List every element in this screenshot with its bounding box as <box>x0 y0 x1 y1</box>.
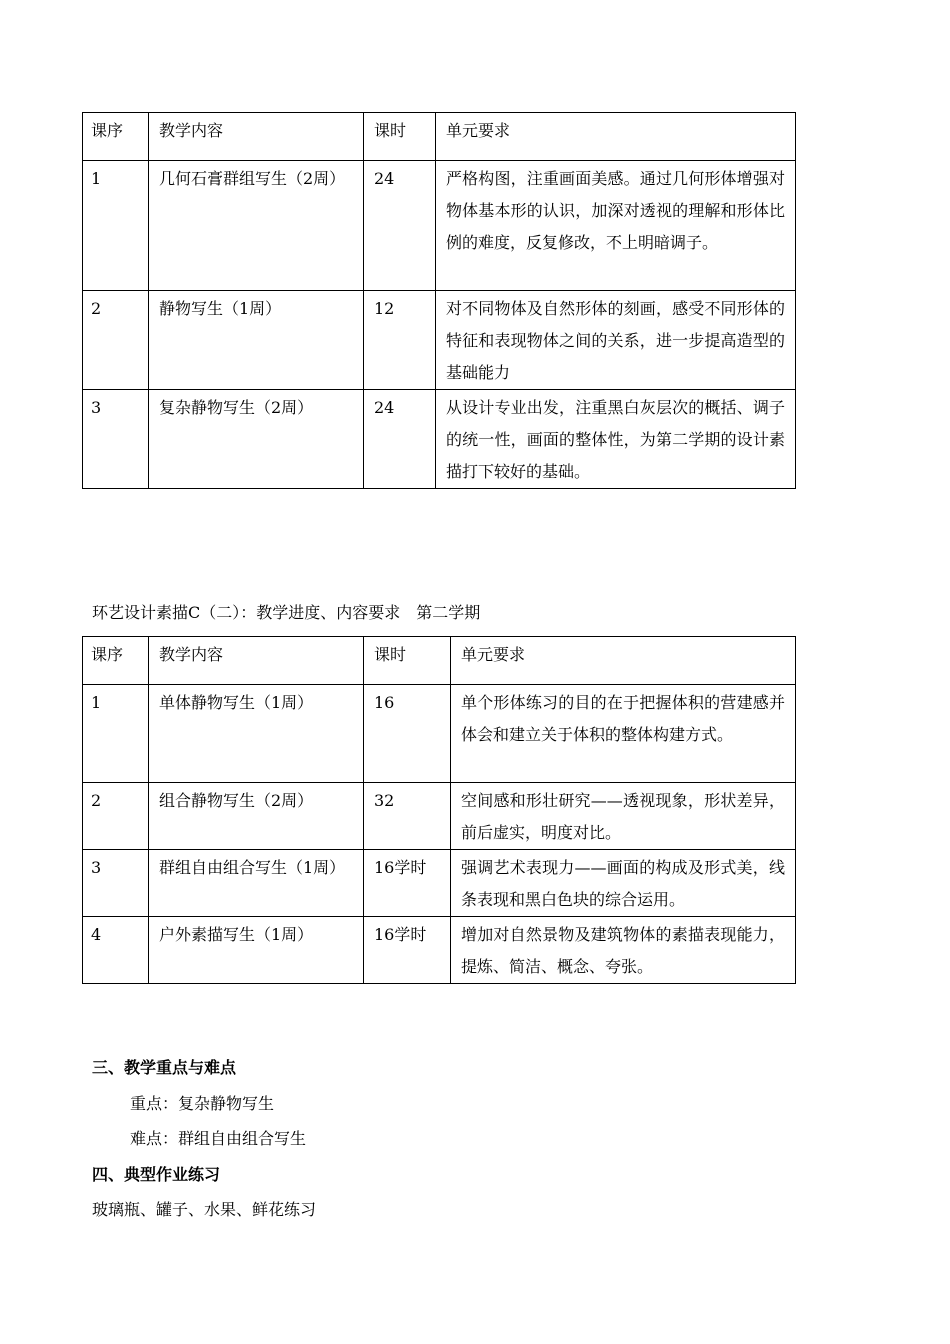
section3-heading: 三、教学重点与难点 <box>92 1058 237 1077</box>
cell-requirements: 增加对自然景物及建筑物体的素描表现能力，提炼、简洁、概念、夸张。 <box>451 917 796 984</box>
cell-lesson-no: 3 <box>83 850 149 917</box>
table-row <box>83 850 796 917</box>
cell-hours: 12 <box>364 291 436 390</box>
header-hours: 课时 <box>364 637 451 685</box>
schedule-table-semester-2 <box>82 636 796 984</box>
cell-lesson-no: 3 <box>83 390 149 489</box>
schedule-table-semester-1 <box>82 112 796 489</box>
cell-lesson-no: 1 <box>83 685 149 783</box>
cell-content: 组合静物写生（2周） <box>149 783 364 850</box>
header-requirements: 单元要求 <box>451 637 796 685</box>
difficulty-text: 难点：群组自由组合写生 <box>130 1129 307 1148</box>
cell-requirements: 对不同物体及自然形体的刻画，感受不同形体的特征和表现物体之间的关系，进一步提高造型的基础能力 <box>436 291 796 390</box>
cell-lesson-no: 1 <box>83 161 149 291</box>
cell-hours: 16学时 <box>364 850 451 917</box>
table-header-row <box>83 637 796 685</box>
cell-lesson-no: 4 <box>83 917 149 984</box>
table-header-row <box>83 113 796 161</box>
cell-hours: 32 <box>364 783 451 850</box>
table-row <box>83 161 796 291</box>
cell-hours: 24 <box>364 390 436 489</box>
header-hours: 课时 <box>364 113 436 161</box>
header-content: 教学内容 <box>149 637 364 685</box>
header-content: 教学内容 <box>149 113 364 161</box>
cell-requirements: 空间感和形壮研究——透视现象，形状差异，前后虚实，明度对比。 <box>451 783 796 850</box>
table-row <box>83 685 796 783</box>
table-row <box>83 783 796 850</box>
cell-hours: 24 <box>364 161 436 291</box>
header-lesson-no: 课序 <box>83 637 149 685</box>
section4-heading: 四、典型作业练习 <box>92 1165 221 1184</box>
cell-content: 群组自由组合写生（1周） <box>149 850 364 917</box>
cell-requirements: 强调艺术表现力——画面的构成及形式美，线条表现和黑白色块的综合运用。 <box>451 850 796 917</box>
table-row <box>83 390 796 489</box>
table-row <box>83 917 796 984</box>
cell-hours: 16学时 <box>364 917 451 984</box>
header-lesson-no: 课序 <box>83 113 149 161</box>
cell-lesson-no: 2 <box>83 783 149 850</box>
cell-requirements: 从设计专业出发，注重黑白灰层次的概括、调子的统一性，画面的整体性，为第二学期的设计素描打下较好的基础。 <box>436 390 796 489</box>
table2-caption: 环艺设计素描C（二）：教学进度、内容要求 第二学期 <box>92 603 481 622</box>
cell-lesson-no: 2 <box>83 291 149 390</box>
exercise-text: 玻璃瓶、罐子、水果、鲜花练习 <box>92 1200 317 1219</box>
cell-hours: 16 <box>364 685 451 783</box>
header-requirements: 单元要求 <box>436 113 796 161</box>
cell-requirements: 单个形体练习的目的在于把握体积的营建感并体会和建立关于体积的整体构建方式。 <box>451 685 796 783</box>
key-point-text: 重点：复杂静物写生 <box>130 1094 275 1113</box>
cell-content: 静物写生（1周） <box>149 291 364 390</box>
cell-requirements: 严格构图，注重画面美感。通过几何形体增强对物体基本形的认识，加深对透视的理解和形体比例的难度，反复修改，不上明暗调子。 <box>436 161 796 291</box>
table-row <box>83 291 796 390</box>
cell-content: 单体静物写生（1周） <box>149 685 364 783</box>
cell-content: 户外素描写生（1周） <box>149 917 364 984</box>
cell-content: 复杂静物写生（2周） <box>149 390 364 489</box>
cell-content: 几何石膏群组写生（2周） <box>149 161 364 291</box>
